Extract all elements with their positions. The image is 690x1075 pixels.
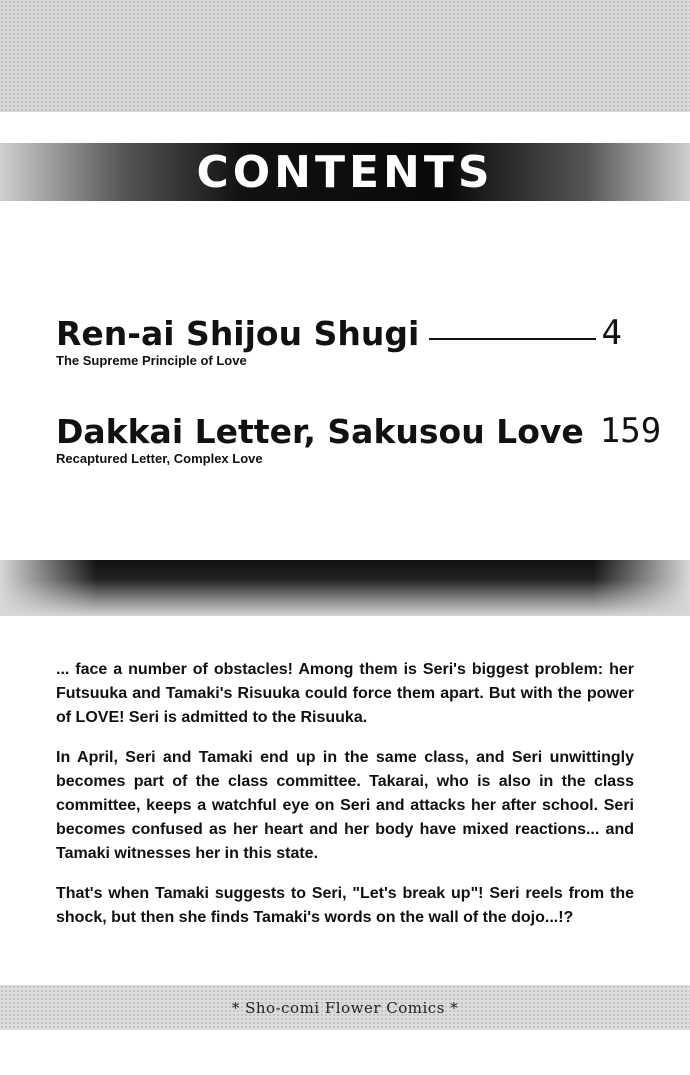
summary-paragraph: In April, Seri and Tamaki end up in the same class, and Seri unwittingly becomes part of the class committee. Takarai, who is also in the class committee, keeps a watchful eye on Seri and attacks her after school. Seri becomes confused as her heart and her body have mixed reactions... and Tamaki witnesses her in this state. [56, 749, 634, 862]
toc-entry [56, 313, 622, 368]
page-title: CONTENTS [196, 146, 494, 198]
divider-band [0, 560, 690, 616]
top-screentone-band [0, 0, 690, 112]
toc-entry-subtitle: Recaptured Letter, Complex Love [56, 451, 263, 466]
toc-entry-page: 4 [601, 313, 622, 353]
toc-entry-row [56, 313, 622, 353]
footer-band [0, 985, 690, 1030]
toc-entry-row [56, 411, 662, 451]
contents-header-band [0, 143, 690, 201]
summary-paragraph: ... face a number of obstacles! Among them is Seri's biggest problem: her Futsuuka and Tamaki's Risuuka could force them apart. But with the power of LOVE! Seri is admitted to the Risuuka. [56, 661, 634, 726]
story-summary [56, 658, 634, 946]
publisher-label: * Sho-comi Flower Comics * [231, 998, 459, 1017]
toc-entry-title: Dakkai Letter, Sakusou Love [56, 412, 584, 451]
toc-entry-title: Ren-ai Shijou Shugi [56, 314, 420, 353]
leader-line [429, 338, 595, 340]
toc-entry-page: 159 [599, 411, 662, 451]
summary-paragraph: That's when Tamaki suggests to Seri, "Let's break up"! Seri reels from the shock, but then she finds Tamaki's words on the wall of the dojo...!? [56, 885, 634, 926]
toc-entry [56, 411, 662, 466]
toc-entry-subtitle: The Supreme Principle of Love [56, 353, 247, 368]
